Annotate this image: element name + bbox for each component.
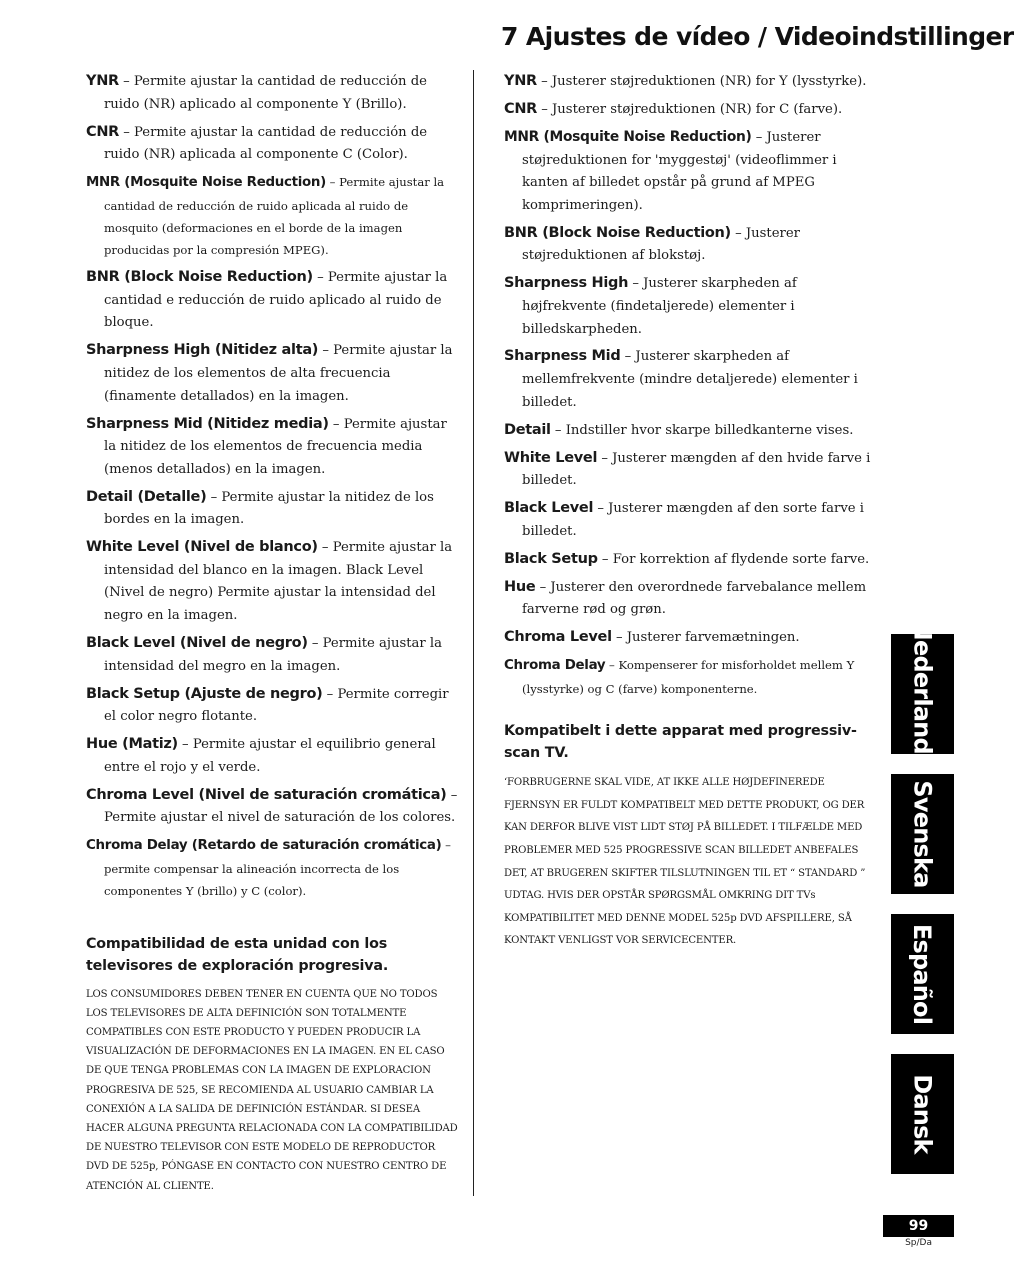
- term: Black Level: [504, 500, 594, 517]
- description: – Indstiller hvor skarpe billedkanterne vises.: [550, 422, 854, 438]
- entry-black-level-es: [86, 632, 460, 678]
- entry-black-level-da: [504, 497, 876, 543]
- term: White Level (Nivel de blanco): [86, 539, 318, 556]
- compatibility-notice-es: LOS CONSUMIDORES DEBEN TENER EN CUENTA QUE NO TODOS LOS TELEVISORES DE ALTA DEFINICIÓN SON TOTALMENTE COMPATIBLES CON ESTE PRODUCTO Y PUEDEN PRODUCIR LA VISUALIZACIÓN DE DEFORMACIONES EN LA IMAGEN. EN EL CASO DE QUE TENGA PROBLEMAS CON LA IMAGEN DE EXPLORACION PROGRESIVA DE 525, SE RECOMIENDA AL USUARIO CAMBIAR LA CONEXIÓN A LA SALIDA DE DEFINICIÓN ESTÁNDAR. SI DESEA HACER ALGUNA PREGUNTA RELACIONADA CON LA COMPATIBILIDAD DE NUESTRO TELEVISOR CON ESTE MODELO DE REPRODUCTOR DVD DE 525p, PÓNGASE EN CONTACTO CON NUESTRO CENTRO DE ATENCIÓN AL CLIENTE.: [86, 988, 458, 1192]
- spanish-column: [86, 70, 460, 1196]
- term: Detail: [504, 421, 551, 438]
- entry-black-setup-es: [86, 683, 460, 729]
- term: CNR: [86, 123, 120, 140]
- term: Black Level (Nivel de negro): [86, 635, 308, 652]
- description: – Justerer mængden af den hvide farve i billedet.: [522, 450, 871, 489]
- description: – Justerer støjreduktionen for 'myggestøj' (videoflimmer i kanten af billedet opstår på grund af MPEG komprimeringen).: [522, 129, 837, 213]
- term: CNR: [504, 100, 538, 117]
- term: Black Setup: [504, 550, 598, 567]
- term: Chroma Delay (Retardo de saturación cromática): [86, 838, 442, 854]
- description: – Justerer den overordnede farvebalance mellem farverne rød og grøn.: [522, 579, 867, 618]
- description: – For korrektion af flydende sorte farve.: [597, 551, 870, 567]
- entry-bnr-es: [86, 266, 460, 335]
- description: – Justerer støjreduktionen (NR) for C (farve).: [537, 101, 843, 117]
- term: Chroma Level (Nivel de saturación cromática): [86, 786, 447, 803]
- description: – Permite corregir el color negro flotante.: [104, 686, 449, 725]
- description: – Permite ajustar la cantidad de reducción de ruido (NR) aplicada al componente C (Color).: [104, 124, 428, 163]
- description: – Permite ajustar el nivel de saturación de los colores.: [104, 787, 458, 826]
- column-divider: [473, 70, 474, 1196]
- entry-hue-es: [86, 733, 460, 779]
- description: – Permite ajustar la nitidez de los elementos de alta frecuencia (finamente detallados) en la imagen.: [104, 343, 453, 404]
- description: – Permite ajustar la intensidad del blanco en la imagen. Black Level (Nivel de negro) Permite ajustar la intensidad del negro en la imagen.: [104, 540, 453, 624]
- page-number: 99: [883, 1215, 954, 1237]
- term: Hue: [504, 578, 536, 595]
- description: – Justerer farvemætningen.: [611, 630, 800, 646]
- entry-mnr-da: [504, 126, 876, 217]
- entry-sharpness-mid-es: [86, 413, 460, 482]
- compatibility-heading-es: Compatibilidad de esta unidad con los televisores de exploración progresiva.: [86, 935, 389, 974]
- entry-hue-da: [504, 576, 876, 622]
- description: – Justerer støjreduktionen (NR) for Y (lysstyrke).: [536, 74, 867, 89]
- term: BNR (Block Noise Reduction): [504, 224, 731, 241]
- entry-sharpness-high-da: [504, 272, 876, 341]
- term: White Level: [504, 449, 598, 466]
- term: BNR (Block Noise Reduction): [86, 269, 313, 286]
- entry-mnr-es: [86, 171, 460, 262]
- term: Hue (Matiz): [86, 736, 178, 753]
- page-title: 7 Ajustes de vídeo / Videoindstillinger: [501, 22, 1014, 51]
- tab-label: Español: [908, 923, 937, 1025]
- description: – Kompenserer for misforholdet mellem Y (lysstyrke) og C (farve) komponenterne.: [522, 658, 855, 696]
- entry-chroma-delay-da: [504, 654, 876, 700]
- tab-svenska[interactable]: [891, 774, 954, 894]
- term: Sharpness High (Nitidez alta): [86, 342, 319, 359]
- entry-white-level-es: [86, 536, 460, 627]
- description: – Justerer skarpheden af højfrekvente (findetaljerede) elementer i billedskarpheden.: [522, 276, 797, 337]
- term: Black Setup (Ajuste de negro): [86, 685, 323, 702]
- tab-espanol[interactable]: [891, 914, 954, 1034]
- term: Sharpness High: [504, 275, 629, 292]
- tab-label: Nederlands: [908, 620, 937, 768]
- term: YNR: [86, 73, 119, 89]
- description: – Permite ajustar la cantidad de reducción de ruido (NR) aplicado al componente Y (Brillo).: [104, 74, 427, 112]
- description: – Permite ajustar la cantidad de reducción de ruido aplicada al ruido de mosquito (deformaciones en el borde de la imagen producidas por la compresión MPEG).: [104, 175, 445, 258]
- description: – Permite ajustar la intensidad del megro en la imagen.: [104, 636, 442, 674]
- entry-bnr-da: [504, 222, 876, 268]
- entry-chroma-level-da: [504, 626, 876, 650]
- compatibility-heading-da: Kompatibelt i dette apparat med progressiv-scan TV.: [504, 723, 857, 762]
- description: – Justerer støjreduktionen af blokstøj.: [522, 225, 800, 264]
- term: YNR: [504, 73, 537, 89]
- description: – Permite ajustar la cantidad e reducción de ruido aplicado al ruido de bloque.: [104, 270, 448, 331]
- entry-sharpness-high-es: [86, 339, 460, 408]
- term: Chroma Delay: [504, 658, 606, 674]
- description: – Justerer skarpheden af mellemfrekvente (mindre detaljerede) elementer i billedet.: [522, 349, 858, 410]
- term: MNR (Mosquite Noise Reduction): [86, 175, 326, 191]
- tab-label: Dansk: [908, 1074, 937, 1154]
- tab-nederlands[interactable]: [891, 620, 954, 768]
- tab-label: Svenska: [908, 780, 937, 888]
- entry-chroma-level-es: [86, 784, 460, 830]
- tab-dansk[interactable]: [891, 1054, 954, 1174]
- term: MNR (Mosquite Noise Reduction): [504, 128, 752, 145]
- description: – Permite ajustar el equilibrio general entre el rojo y el verde.: [104, 737, 436, 775]
- entry-cnr-da: [504, 98, 876, 122]
- compatibility-notice-da: ‘FORBRUGERNE SKAL VIDE, AT IKKE ALLE HØJDEFINEREDE FJERNSYN ER FULDT KOMPATIBELT MED DETTE PRODUKT, OG DER KAN DERFOR BLIVE VIST LIDT STØJ PÅ BILLEDET. I TILFÆLDE MED PROBLEMER MED 525 PROGRESSIVE SCAN BILLEDET ANBEFALES DET, AT BRUGEREN SKIFTER TILSLUTNINGEN TIL ET “ STANDARD ” UDTAG. HVIS DER OPSTÅR SPØRGSMÅL OMKRING DIT TVs KOMPATIBILITET MED DENNE MODEL 525p DVD AFSPILLERE, SÅ KONTAKT VENLIGST VOR SERVICECENTER.: [504, 777, 866, 947]
- entry-detail-es: [86, 486, 460, 532]
- entry-sharpness-mid-da: [504, 345, 876, 414]
- term: Sharpness Mid (Nitidez media): [86, 415, 329, 432]
- description: – permite compensar la alineación incorrecta de los componentes Y (brillo) y C (color).: [104, 838, 451, 899]
- term: Chroma Level: [504, 629, 612, 646]
- description: – Permite ajustar la nitidez de los elementos de frecuencia media (menos detallados) en la imagen.: [104, 416, 447, 477]
- entry-detail-da: [504, 419, 876, 443]
- description: – Permite ajustar la nitidez de los bordes en la imagen.: [104, 489, 434, 528]
- page-code: Sp/Da: [905, 1238, 932, 1248]
- entry-cnr-es: [86, 121, 460, 167]
- danish-column: [504, 70, 876, 953]
- entry-black-setup-da: [504, 548, 876, 572]
- entry-ynr-es: [86, 70, 460, 116]
- entry-ynr-da: [504, 70, 876, 94]
- entry-chroma-delay-es: [86, 834, 460, 902]
- entry-white-level-da: [504, 447, 876, 493]
- description: – Justerer mængden af den sorte farve i billedet.: [522, 501, 865, 539]
- term: Sharpness Mid: [504, 348, 621, 365]
- term: Detail (Detalle): [86, 488, 207, 505]
